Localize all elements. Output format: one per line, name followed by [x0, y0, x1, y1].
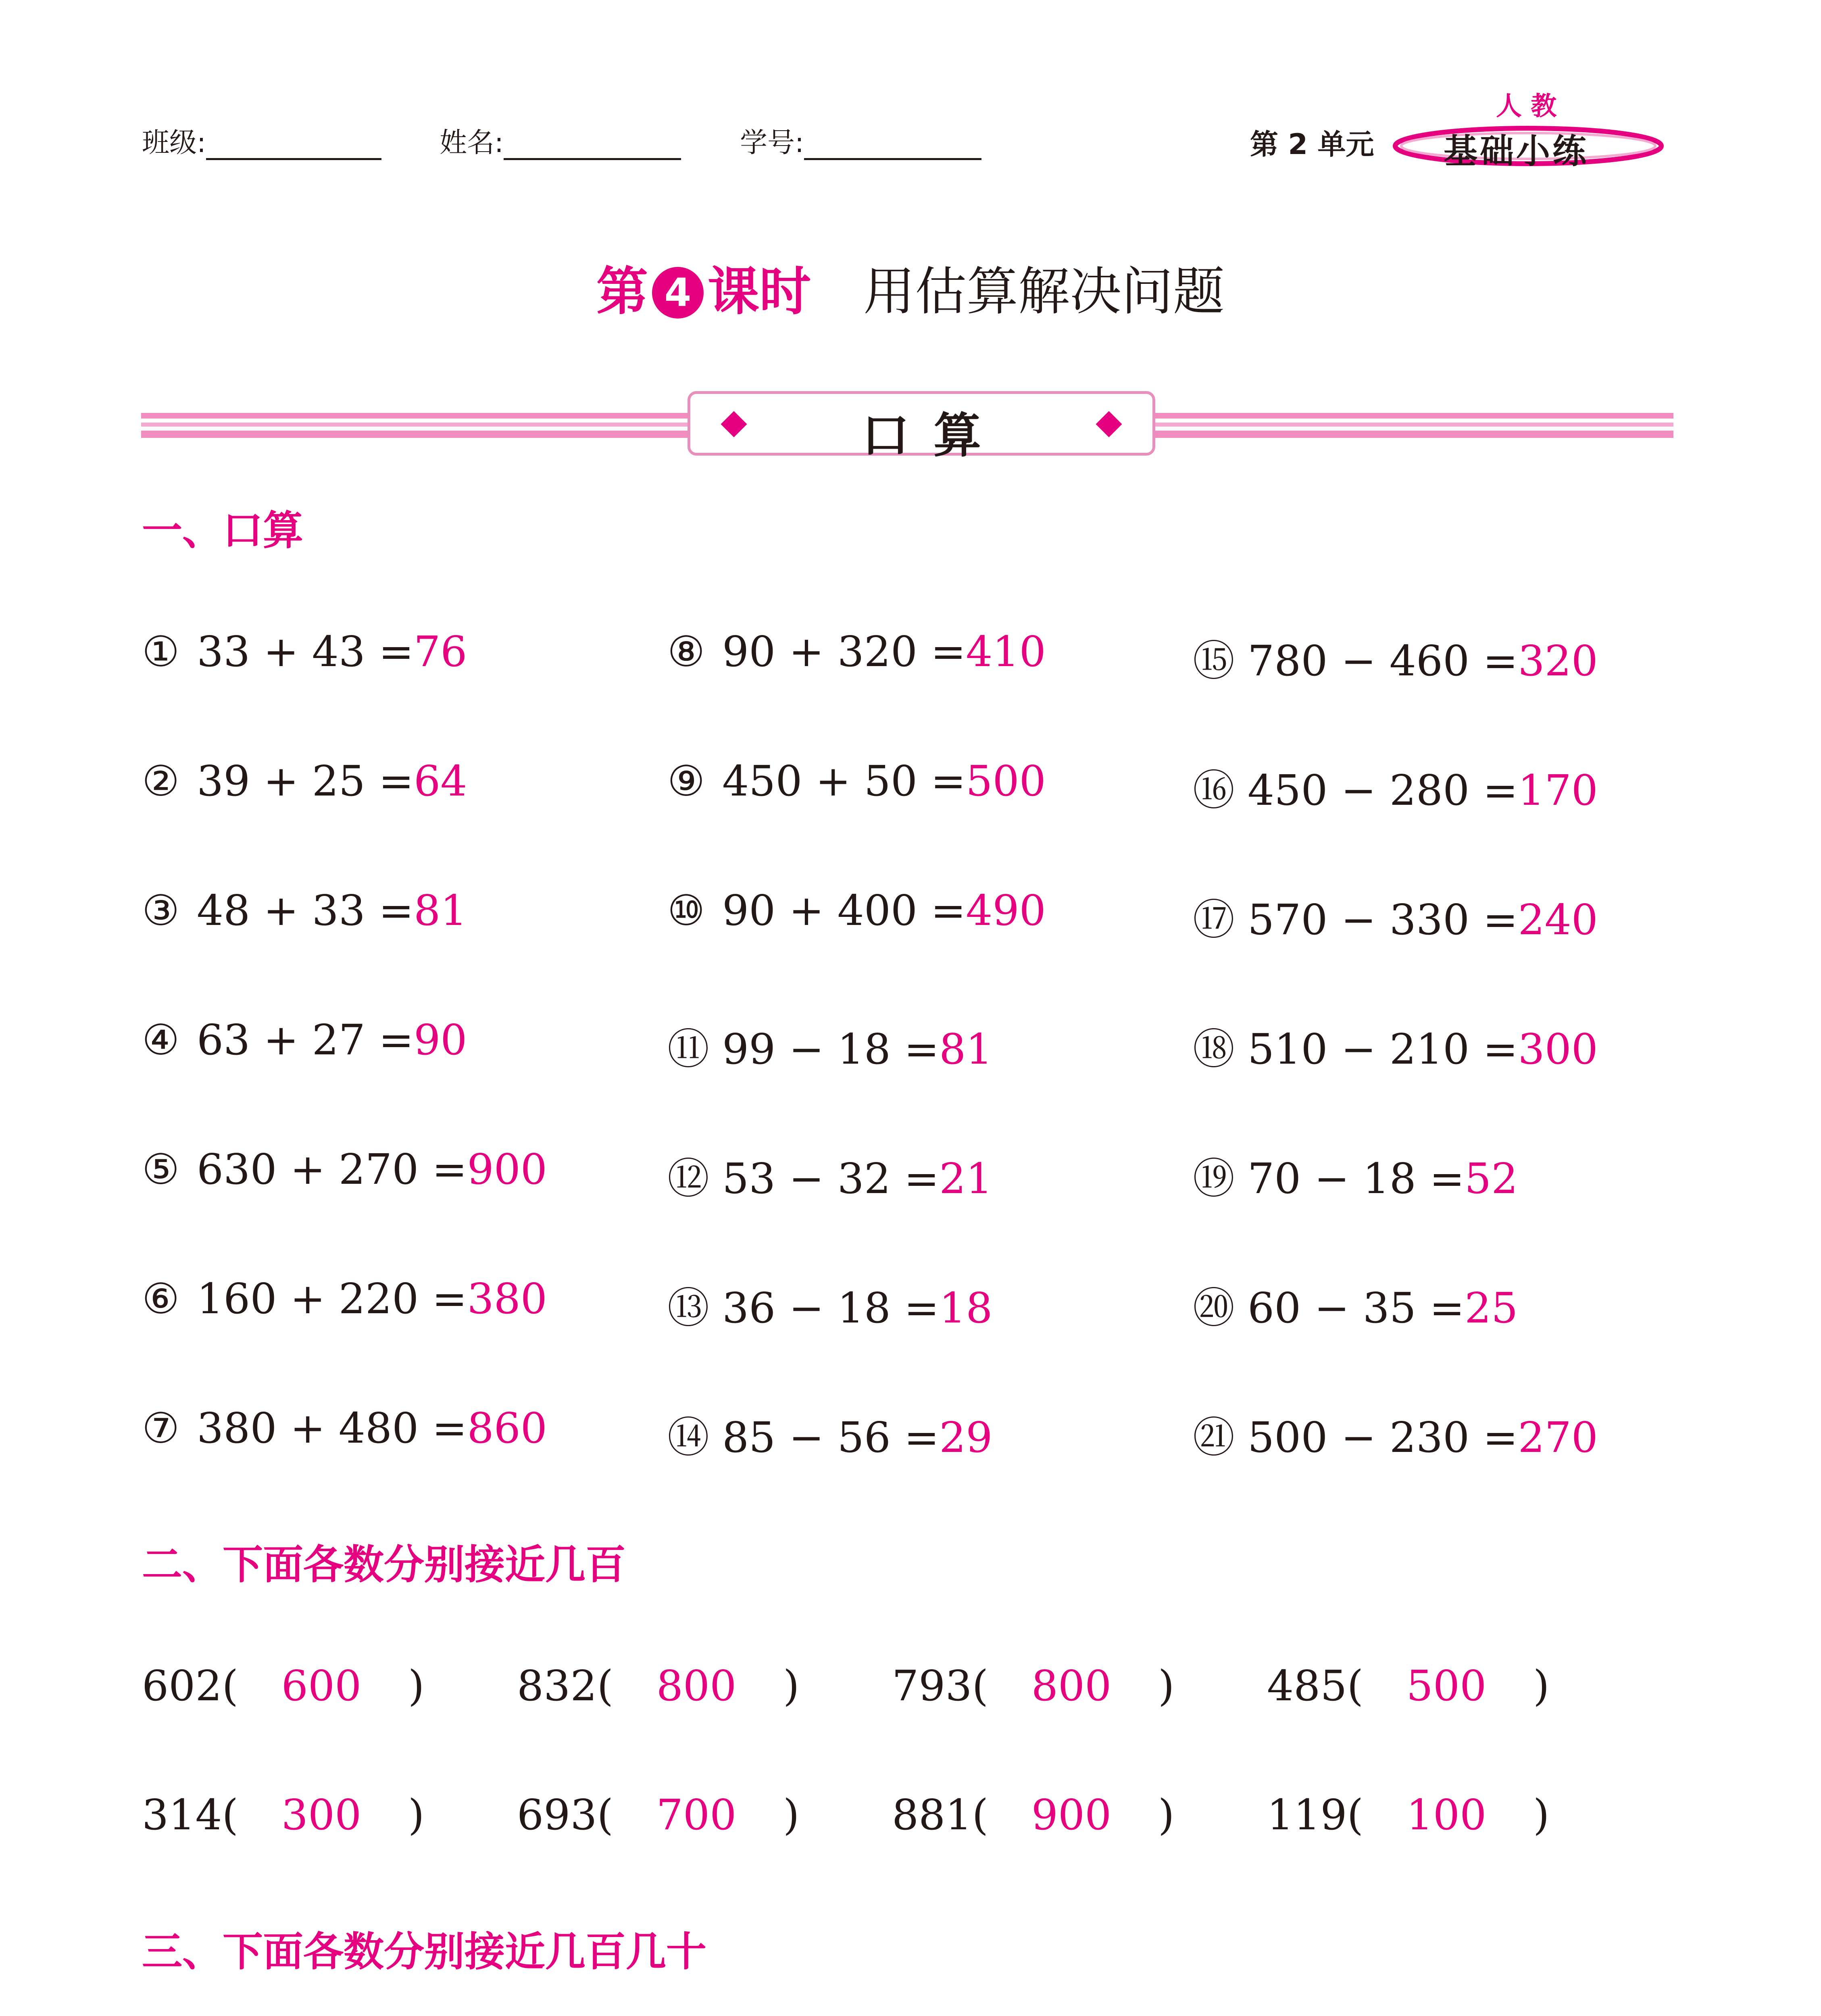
- name-blank: [504, 130, 681, 160]
- problem-number: ⑭: [667, 1413, 710, 1462]
- problem-expression: 53 − 32 =: [722, 1154, 940, 1203]
- problem-number: ⑫: [667, 1154, 710, 1203]
- problem-item: [667, 1274, 992, 1335]
- problem-expression: 60 − 35 =: [1248, 1283, 1465, 1333]
- problem-number: ⑬: [667, 1283, 710, 1333]
- problem-expression: 63 + 27 =: [197, 1015, 414, 1064]
- lesson-title: [0, 250, 1821, 324]
- problem-item: [1193, 1015, 1598, 1076]
- id-field: [740, 121, 981, 160]
- problem-expression: 33 + 43 =: [197, 627, 414, 676]
- problem-number: ⑪: [667, 1025, 710, 1074]
- problem-answer: 860: [467, 1404, 547, 1453]
- problem-expression: 90 + 400 =: [722, 886, 966, 935]
- paren-close: ): [783, 1661, 800, 1710]
- lesson-topic: 用估算解决问题: [863, 262, 1225, 322]
- problem-number: ⑳: [1193, 1283, 1235, 1333]
- estimate-answer: 700: [656, 1790, 737, 1839]
- problem-item: [142, 627, 467, 676]
- estimate-answer: 600: [281, 1661, 362, 1710]
- edition-label: 人 教: [1496, 92, 1557, 121]
- problem-expression: 36 − 18 =: [722, 1283, 940, 1333]
- estimate-number: 693: [517, 1790, 597, 1839]
- problem-expression: 85 − 56 =: [722, 1413, 940, 1462]
- problem-answer: 90: [414, 1015, 467, 1064]
- estimate-number: 602: [142, 1661, 222, 1710]
- estimate-answer: 300: [281, 1790, 362, 1839]
- problem-number: ②: [142, 756, 180, 806]
- problem-number: ⑦: [142, 1404, 180, 1453]
- problem-number: ⑩: [667, 886, 705, 935]
- estimate-item: [892, 1790, 1198, 1847]
- problem-answer: 500: [966, 756, 1046, 806]
- name-field: [440, 121, 681, 160]
- problem-expression: 90 + 320 =: [722, 627, 966, 676]
- problem-item: [142, 756, 467, 806]
- paren-close: ): [1158, 1661, 1175, 1710]
- problem-number: ⑮: [1193, 636, 1235, 685]
- problem-answer: 64: [414, 756, 467, 806]
- problem-expression: 99 − 18 =: [722, 1025, 940, 1074]
- problem-number: ⑨: [667, 756, 705, 806]
- problem-item: [667, 1404, 992, 1464]
- banner-box: [688, 391, 1155, 463]
- problem-expression: 450 + 50 =: [722, 756, 966, 806]
- paren-open: (: [222, 1790, 239, 1839]
- problem-item: [667, 1015, 992, 1076]
- problem-answer: 320: [1518, 636, 1598, 685]
- problem-expression: 380 + 480 =: [197, 1404, 467, 1453]
- problem-expression: 160 + 220 =: [197, 1274, 467, 1323]
- problem-expression: 39 + 25 =: [197, 756, 414, 806]
- title-suffix: 课时: [707, 262, 811, 322]
- problem-answer: 240: [1518, 895, 1598, 944]
- problem-item: [1193, 886, 1598, 946]
- estimate-item: [1267, 1661, 1573, 1718]
- problem-answer: 21: [939, 1154, 993, 1203]
- lesson-number-badge: 4: [652, 267, 704, 319]
- estimate-answer: 800: [1031, 1661, 1112, 1710]
- estimate-number: 119: [1267, 1790, 1347, 1839]
- estimate-number: 314: [142, 1790, 222, 1839]
- problem-item: [1193, 1274, 1518, 1335]
- unit-label: 第 2 单元: [1250, 128, 1374, 161]
- paren-close: ): [1533, 1661, 1550, 1710]
- section-heading: 二、下面各数分别接近几百: [142, 1541, 626, 1588]
- section-heading: 一、口算: [142, 507, 303, 554]
- problem-number: ③: [142, 886, 180, 935]
- problem-answer: 900: [467, 1145, 547, 1194]
- problem-number: ⑱: [1193, 1025, 1235, 1074]
- paren-open: (: [222, 1661, 239, 1710]
- estimate-answer: 500: [1406, 1661, 1487, 1710]
- problem-expression: 500 − 230 =: [1248, 1413, 1518, 1462]
- problem-answer: 52: [1465, 1154, 1518, 1203]
- problem-answer: 81: [939, 1025, 993, 1074]
- estimate-number: 793: [892, 1661, 972, 1710]
- problem-number: ㉑: [1193, 1413, 1235, 1462]
- problem-number: ⑲: [1193, 1154, 1235, 1203]
- problem-number: ⑰: [1193, 895, 1235, 944]
- estimate-number: 832: [517, 1661, 597, 1710]
- problem-answer: 18: [939, 1283, 993, 1333]
- paren-close: ): [408, 1790, 425, 1839]
- problem-answer: 29: [939, 1413, 993, 1462]
- estimate-number: 485: [1267, 1661, 1347, 1710]
- problem-answer: 25: [1465, 1283, 1518, 1333]
- estimate-item: [517, 1661, 823, 1718]
- problem-number: ④: [142, 1015, 180, 1064]
- problem-item: [1193, 1404, 1598, 1464]
- problem-number: ⑥: [142, 1274, 180, 1323]
- estimate-number: 881: [892, 1790, 972, 1839]
- problem-answer: 410: [966, 627, 1046, 676]
- paren-close: ): [1533, 1790, 1550, 1839]
- estimate-answer: 800: [656, 1661, 737, 1710]
- banner-label: 口算: [861, 408, 1005, 463]
- problem-item: [667, 886, 1046, 935]
- problem-item: [667, 756, 1046, 806]
- problem-expression: 70 − 18 =: [1248, 1154, 1465, 1203]
- estimate-item: [892, 1661, 1198, 1718]
- problem-number: ⑧: [667, 627, 705, 676]
- problem-expression: 630 + 270 =: [197, 1145, 467, 1194]
- paren-open: (: [972, 1790, 989, 1839]
- estimate-item: [517, 1790, 823, 1847]
- problem-item: [142, 1404, 547, 1453]
- paren-close: ): [1158, 1790, 1175, 1839]
- problem-number: ⑤: [142, 1145, 180, 1194]
- class-label: 班级:: [142, 127, 206, 159]
- problem-answer: 270: [1518, 1413, 1598, 1462]
- class-blank: [206, 130, 381, 160]
- problem-expression: 450 − 280 =: [1248, 766, 1518, 815]
- problem-item: [1193, 1145, 1518, 1205]
- problem-answer: 490: [966, 886, 1046, 935]
- problem-answer: 380: [467, 1274, 547, 1323]
- estimate-item: [142, 1661, 448, 1718]
- paren-open: (: [1347, 1661, 1364, 1710]
- problem-item: [142, 1015, 467, 1064]
- problem-expression: 570 − 330 =: [1248, 895, 1518, 944]
- series-label: 基础小练: [1444, 131, 1589, 171]
- series-logo: [1387, 121, 1669, 169]
- class-field: [142, 121, 381, 160]
- section-heading: 三、下面各数分别接近几百几十: [142, 1928, 706, 1975]
- name-label: 姓名:: [440, 127, 504, 159]
- problem-expression: 48 + 33 =: [197, 886, 414, 935]
- problem-item: [1193, 627, 1598, 687]
- estimate-item: [1267, 1790, 1573, 1847]
- problem-number: ⑯: [1193, 766, 1235, 815]
- id-blank: [804, 130, 981, 160]
- problem-item: [142, 886, 467, 935]
- problem-item: [667, 627, 1046, 676]
- problem-item: [667, 1145, 992, 1205]
- estimate-item: [142, 1790, 448, 1847]
- paren-close: ): [408, 1661, 425, 1710]
- estimate-answer: 100: [1406, 1790, 1487, 1839]
- problem-expression: 510 − 210 =: [1248, 1025, 1518, 1074]
- problem-answer: 170: [1518, 766, 1598, 815]
- problem-answer: 76: [414, 627, 467, 676]
- problem-item: [1193, 756, 1598, 817]
- paren-open: (: [1347, 1790, 1364, 1839]
- problem-answer: 81: [414, 886, 467, 935]
- problem-expression: 780 − 460 =: [1248, 636, 1518, 685]
- id-label: 学号:: [740, 127, 804, 159]
- title-prefix: 第: [596, 262, 648, 322]
- problem-answer: 300: [1518, 1025, 1598, 1074]
- paren-open: (: [597, 1790, 614, 1839]
- estimate-answer: 900: [1031, 1790, 1112, 1839]
- problem-number: ①: [142, 627, 180, 676]
- paren-open: (: [597, 1661, 614, 1710]
- problem-item: [142, 1274, 547, 1323]
- problem-item: [142, 1145, 547, 1194]
- paren-open: (: [972, 1661, 989, 1710]
- paren-close: ): [783, 1790, 800, 1839]
